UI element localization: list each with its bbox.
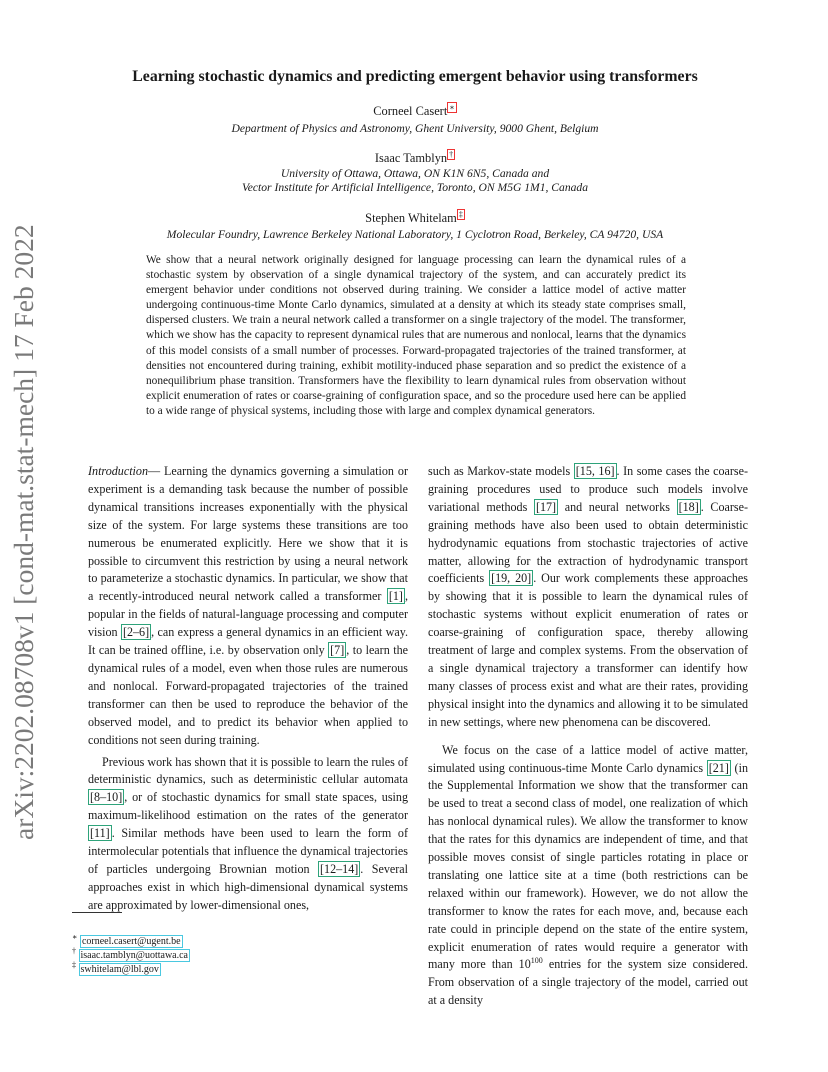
citation-link[interactable]: [21] (708, 760, 729, 775)
email-link[interactable]: corneel.casert@ugent.be (81, 936, 181, 947)
arxiv-identifier-stamp: arXiv:2202.08708v1 [cond-mat.stat-mech] 17 Feb 2022 (8, 224, 39, 840)
body-paragraph: Previous work has shown that it is possible to learn the rules of deterministic dynamics, such as deterministic cellular automata [8–10] , or of stochastic dynamics for small state spaces, using maximum-likelihood estimation on the rates of the generator [11] . Similar methods have been used to learn the form of intermolecular potentials that influence the dynamical trajectories of particles undergoing Brownian motion [12–14] . Several approaches exist in which high-dimensional dynamical systems are approximated by lower-dimensional ones, (88, 754, 409, 912)
footnotes (72, 932, 190, 977)
author-name: Corneel Casert ∗ (373, 102, 455, 118)
paper-title: Learning stochastic dynamics and predicting emergent behavior using transformers (132, 68, 698, 85)
citation-link[interactable]: [8–10] (90, 790, 123, 805)
citation-link[interactable]: [11] (90, 826, 110, 841)
email-link[interactable]: isaac.tamblyn@uottawa.ca (80, 950, 188, 961)
footnote: ‡ swhitelam@lbl.gov (72, 960, 159, 975)
body-column-right (428, 463, 748, 1010)
author-name: Isaac Tamblyn † (374, 149, 454, 165)
citation-link[interactable]: [1] (388, 589, 403, 604)
intro-paragraph: Introduction— Learning the dynamics governing a simulation or experiment is a demanding task because the number of possible dynamical transitions increases exponentially with the physical size of the system. For large systems these transitions are too numerous be enumerated explicitly. Here we show that it is possible to circumvent this restriction by using a neural network to parameterize a stochastic dynamics. In particular, we show that a recently-introduced neural network called a transformer [1] , popular in the fields of natural-language processing and computer vision [2–6] , can express a general dynamics in an efficient way. It can be trained offline, i.e. by observation only [7] , to learn the dynamical rules of a model, even when those rules are numerous and nonlocal. Forward-propagated trajectories of the trained transformer can then be used to reproduce the behavior of the observed model, and to predict its behavior when applied to conditions not seen during training. (88, 464, 408, 747)
footnote-mark[interactable]: † (449, 149, 454, 159)
author-affiliation: University of Ottawa, Ottawa, ON K1N 6N5, Canada and (280, 167, 550, 180)
footnote-mark[interactable]: ‡ (458, 209, 463, 219)
citation-link[interactable]: [12–14] (320, 861, 359, 876)
footnote: ∗ corneel.casert@ugent.be (72, 932, 181, 947)
body-paragraph: such as Markov-state models [15, 16] . In some cases the coarse-graining procedures used to produce such models involve variational methods [17] and neural networks [18] . Coarse-graining methods have also been used to obtain deterministic hydrodynamic equations from stochastic trajectories of active matter, allowing for the extraction of hydrodynamic transport coefficients [19, 20] . Our work complements these approaches by showing that it is possible to learn the dynamical rules of stochastic systems without explicit enumeration of rates or coarse-graining of configuration space, thereby allowing treatment of large and complex systems. From the observation of a single dynamical trajectory a transformer can identify how many classes of process exist and what are their rates, providing physical insight into the dynamics and allowing it to be simulated in new settings, where new phenomena can be discovered. (428, 464, 748, 729)
citation-link[interactable]: [15, 16] (575, 464, 615, 478)
author-affiliation: Vector Institute for Artificial Intelligence, Toronto, ON M5G 1M1, Canada (241, 181, 589, 194)
section-heading: Introduction (88, 464, 149, 478)
author-affiliation: Department of Physics and Astronomy, Ghent University, 9000 Ghent, Belgium (231, 122, 599, 135)
author-name: Stephen Whitelam ‡ (365, 209, 463, 225)
citation-link[interactable]: [19, 20] (491, 571, 532, 586)
exponent: 100 (530, 956, 543, 966)
abstract: We show that a neural network originally designed for language processing can learn the dynamical rules of a stochastic system by observation of a single dynamical trajectory of the system, and can accurately predict its emergent behavior under conditions not observed during training. We consider a lattice model of active matter undergoing continuous-time Monte Carlo dynamics, simulated at a density at which its steady state comprises small, dispersed clusters. We train a neural network called a transformer on a single trajectory of the model. The transformer, which we show has the capacity to represent dynamical rules that are numerous and nonlocal, learns that the dynamics of this model consists of a small number of processes. Forward-propagated trajectories of the trained transformer, at densities not encountered during training, exhibit motility-induced phase separation and so predict the existence of a nonequilibrium phase transition. Transformers have the flexibility to learn dynamical rules from observation without explicit enumeration of rates or coarse-graining of configuration space, and so the procedure used here can be applied to a wide range of physical systems, including those with large and complex dynamical generators. (146, 254, 686, 417)
email-link[interactable]: swhitelam@lbl.gov (80, 964, 159, 975)
citation-link[interactable]: [7] (330, 643, 345, 658)
citation-link[interactable]: [2–6] (122, 625, 150, 640)
footnote-rule (72, 912, 122, 913)
footnote-mark[interactable]: ∗ (449, 102, 455, 112)
citation-link[interactable]: [18] (678, 499, 699, 514)
citation-link[interactable]: [17] (535, 499, 557, 514)
footnote: † isaac.tamblyn@uottawa.ca (72, 946, 188, 961)
author-affiliation: Molecular Foundry, Lawrence Berkeley National Laboratory, 1 Cyclotron Road, Berkeley, CA 94720, USA (166, 228, 664, 241)
body-column-left (88, 463, 408, 915)
body-paragraph: We focus on the case of a lattice model of active matter, simulated using continuous-time Monte Carlo dynamics [21] (in the Supplemental Information we show that the transformer can be used to treat a second class of model, one realization of which has nonlocal dynamical rules). We allow the transformer to know that the rates for this dynamics are independent of time, and that possible moves consist of single particles rotating in place or translating one lattice site at a time (both restrictions can be relaxed within our framework). However, we do not allow the transformer to know the rates for each move, and, because each rate could in principle depend on the state of the entire system, explicit enumeration of rates would require a generator with many more than $10^{100}$ entries for the system size considered. From observation of a single trajectory of the model, carried out at a density (428, 742, 748, 1008)
